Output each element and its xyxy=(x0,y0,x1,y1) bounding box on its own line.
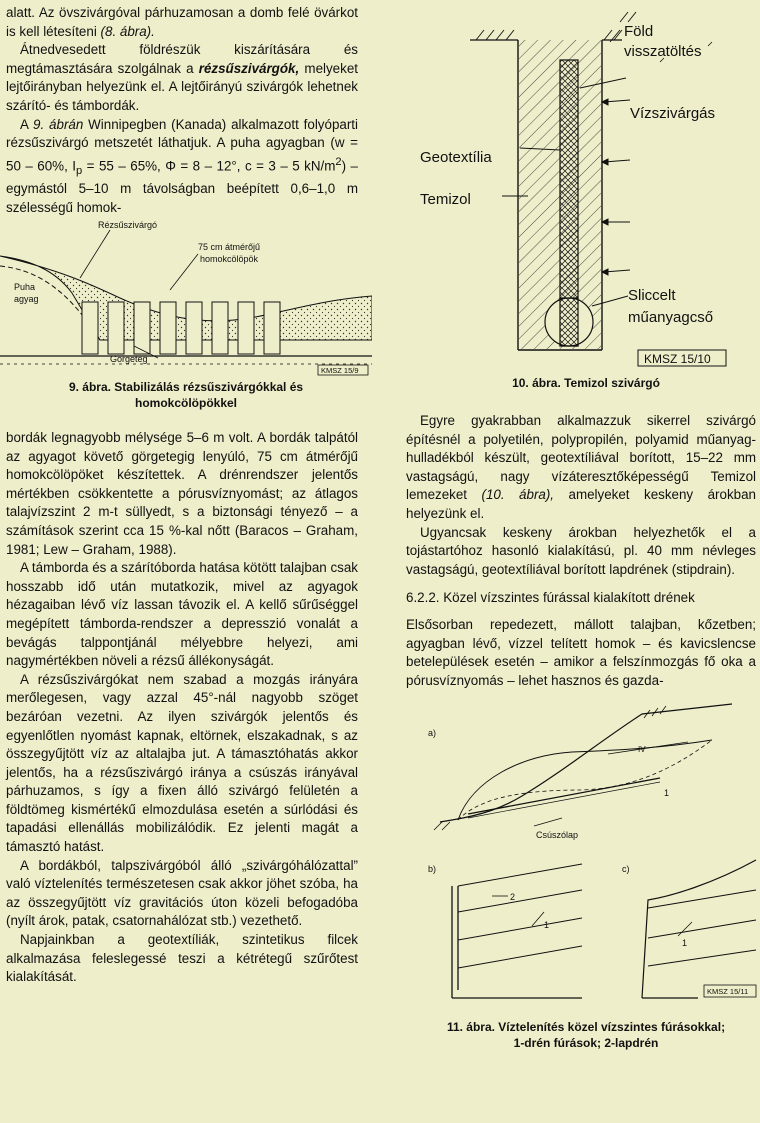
label-sliccelt: Sliccelt xyxy=(628,287,676,304)
paragraph: Átnedvesedett földrészük kiszárítására és megtámasztására szolgálnak a rézsűszivárgók, melyeket lejtőirányban helyezünk el. A lejtőirányú szivárgók lehetnek szárító- és támbordák. xyxy=(6,42,358,113)
figure-11-caption: 11. ábra. Víztelenítés közel vízszintes fúrásokkal; 1-drén fúrások; 2-lapdrén xyxy=(446,1020,726,1050)
figure-9 xyxy=(0,218,372,378)
label-b: b) xyxy=(428,864,437,874)
label-temizol: Temizol xyxy=(420,191,471,208)
left-top-text xyxy=(6,4,358,218)
label-vizszivargas: Vízszivárgás xyxy=(630,105,716,122)
label-1b: 1 xyxy=(544,920,550,930)
paragraph: A támborda és a szárítóborda hatása kötött talajban csak hosszabb idő után mutatkozik, mivel az agyagok hézagaiban lévő víz lassan távozik el. A kellő sűrűséggel megépített támborda-rendszer a depresszió vonalát a bevágás talppontjánál mélyebbre helyezi, ami nagymértékben növeli a rézsű állékonyságát. xyxy=(6,560,358,669)
label-visszatoltes: visszatöltés xyxy=(624,43,702,60)
figure-code: KMSZ 15/10 xyxy=(644,352,711,366)
paragraph: alatt. Az övszivárgóval párhuzamosan a domb felé övárkot is kell létesíteni (8. ábra). xyxy=(6,5,358,39)
figure-9-drawing xyxy=(0,218,372,378)
label-agyag: agyag xyxy=(14,294,39,304)
paragraph: A rézsűszivárgókat nem szabad a mozgás irányára merőlegesen, vagy azzal 45°-nál nagyobb szöget bezáróan vezetni. Az ilyen szivárgók jelentős és egyenlőtlen nyomást kapnak, eltörnek, elszakadnak, s az összegyűjtött víz az altalajba jut. A támasztóhatás akkor jelentős, ha a rézsűszivárgó iránya a csúszás irányával párhuzamos, s így a fixen álló szivárgó felületén a földtömeg kismértékű elmozdulása esetén a súrlódási és tapadási ellenállás mobilizálódik. Ez jelenti magát a támasztó hatást. xyxy=(6,671,358,855)
label-a: a) xyxy=(428,728,437,738)
figure-10-caption: 10. ábra. Temizol szivárgó xyxy=(512,376,660,390)
paragraph: A bordákból, talpszivárgóból álló „szivárgóhálózattal” való víztelenítés természetesen csak akkor jöhet szóba, ha az összegyűjtött víz gravitációs úton közeli befogadóba (nyílt árok, patak, csatornahálózat stb.) vezethető. xyxy=(6,857,358,929)
paragraph: Napjainkban a geotextíliák, szintetikus filcek alkalmazása feleslegessé teszi a kétrétegű szűrőtest kialakítását. xyxy=(6,932,358,985)
section-heading: 6.2.2. Közel vízszintes fúrással kialakított drének xyxy=(406,590,695,606)
label-fold: Föld xyxy=(624,23,654,40)
label-csuszolap: Csúszólap xyxy=(536,830,579,840)
flow-arrows xyxy=(602,99,630,275)
label-c: c) xyxy=(622,864,630,874)
figure-code: KMSZ 15/11 xyxy=(707,987,749,996)
label-muanyagcso: műanyagcső xyxy=(628,309,714,326)
figure-10 xyxy=(412,0,760,372)
figure-11 xyxy=(412,700,760,1006)
paragraph: Elsősorban repedezett, mállott talajban, kőzetben; agyagban lévő, vízzel telített homok – és kavicslencse betelepülések esetén – amikor a felszínmozgás fő oka a pórusvíznyomás – lehet hasznos és gazda- xyxy=(406,616,756,688)
label-geotextilia: Geotextília xyxy=(420,149,492,166)
label-gorgeteg: Görgeteg xyxy=(110,354,148,364)
paragraph: Egyre gyakrabban alkalmazzuk sikerrel szivárgó építésnél a polyetilén, polypropilén, polyamid műanyag-hulladékból készült, geotextíliával borított, 15–22 mm vastagságú, nagy vízáteresztőképességű Temizol lemezeket (10. ábra), amelyeket keskeny árokban helyezünk el. xyxy=(406,413,756,521)
figure-9-caption: 9. ábra. Stabilizálás rézsűszivárgókkal és homokcölöpökkel xyxy=(68,380,304,410)
paragraph: Ugyancsak keskeny árokban helyezhetők el a tojástartóhoz hasonló kialakítású, pl. 40 mm névleges vastagságú, geotextíliával borított lapdrének (stipdrain). xyxy=(406,524,756,577)
label-1a: 1 xyxy=(664,788,670,798)
label-columns-2: homokcölöpök xyxy=(200,254,259,264)
paragraph: A 9. ábrán Winnipegben (Kanada) alkalmazott folyóparti rézsűszivárgó metszetét láthatjuk. A puha agyagban (w = 50 – 60%, $I_p = 55 - 65\%$, Φ = 8 – 12°, c = 3 – 5 $kN/m^2$) – egymástól 5–10 m távolságban beépített 0,6–1,0 m szélességű homok- xyxy=(6,116,358,216)
label-columns-1: 75 cm átmérőjű xyxy=(198,242,261,252)
label-2: 2 xyxy=(510,892,516,902)
figure-10-drawing xyxy=(412,0,760,372)
label-iv: IV xyxy=(638,745,646,754)
label-puha: Puha xyxy=(14,282,36,292)
right-mid-text xyxy=(406,412,756,690)
figure-11-drawing xyxy=(412,700,760,1006)
left-bottom-text xyxy=(6,429,358,987)
label-1c: 1 xyxy=(682,938,688,948)
paragraph: bordák legnagyobb mélysége 5–6 m volt. A bordák talpától az agyagot követő görgetegig lenyúló, 75 cm átmérőjű homokcölöpöket készítettek. A drénrendszer jelentős mértékben csökkentette a pórusvíznyomást; az átlagos talajvízszint 2 m-t süllyedt, s a biztonsági tényező – a számítások szerint cca 15 %-kal nőtt (Baracos – Graham, 1981; Lew – Graham, 1988). xyxy=(6,430,358,557)
label-rezsuszivargo: Rézsűszivárgó xyxy=(98,220,158,230)
figure-code: KMSZ 15/9 xyxy=(321,366,359,375)
